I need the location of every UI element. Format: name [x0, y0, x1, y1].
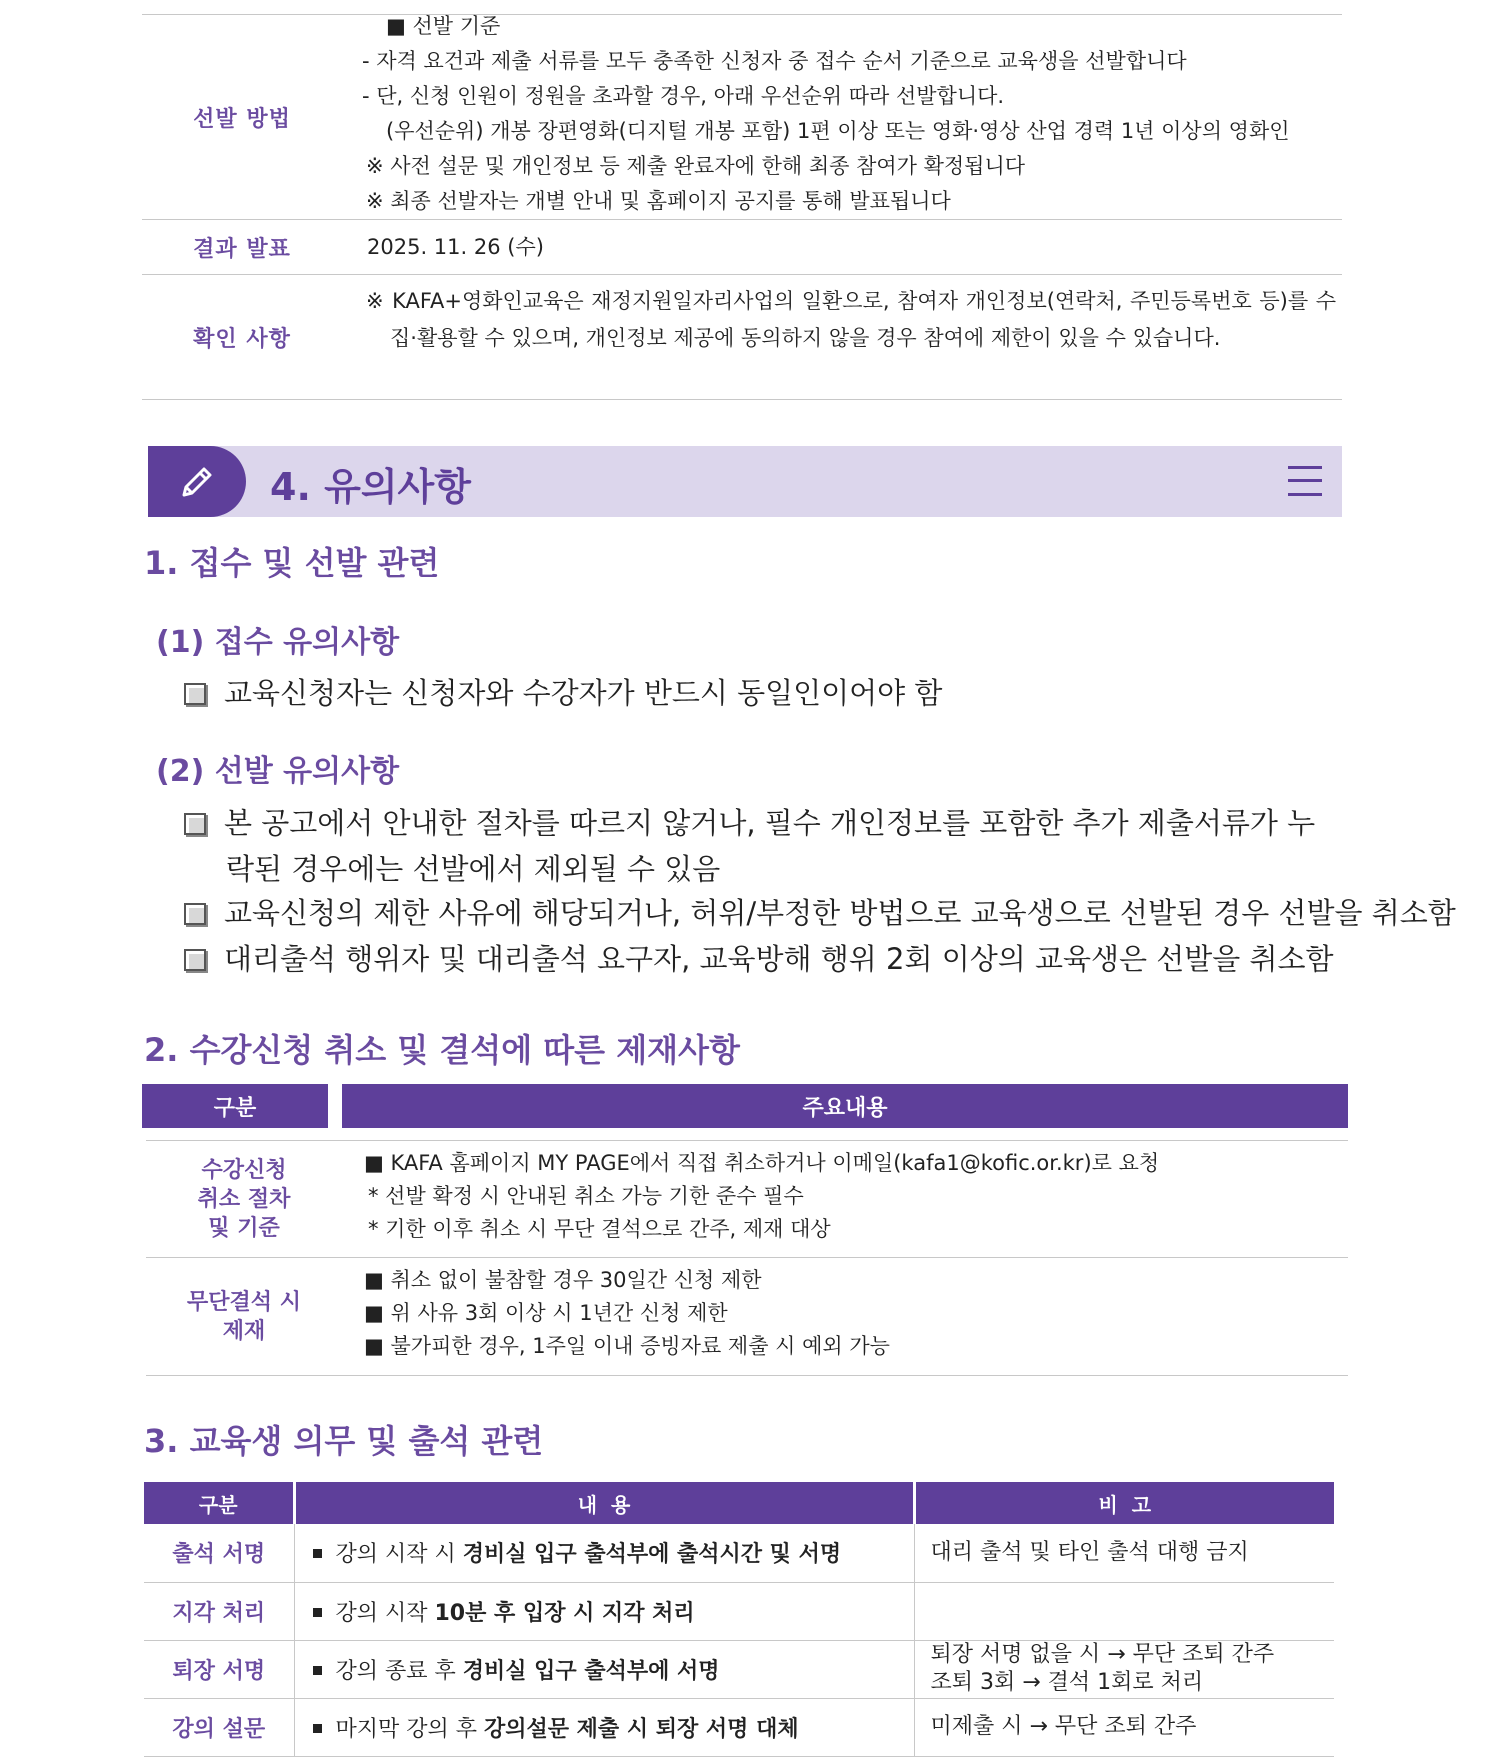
- row-remark: 대리 출석 및 타인 출석 대행 금지: [914, 1524, 1334, 1582]
- row-label: 출석 서명: [144, 1524, 294, 1582]
- list-item: 대리출석 행위자 및 대리출석 요구자, 교육방해 행위 2회 이상의 교육생은 선발을 취소함: [184, 936, 1334, 982]
- row-content: 강의 시작 10분 후 입장 시 지각 처리: [294, 1582, 914, 1640]
- column-header: 구분: [144, 1482, 294, 1524]
- subsection-title: 1. 접수 및 선발 관련: [144, 544, 440, 582]
- sub-heading: (2) 선발 유의사항: [156, 754, 400, 789]
- row-content: ■ 취소 없이 불참할 경우 30일간 신청 제한 ■ 위 사유 3회 이상 시 1년간 신청 제한 ■ 불가피한 경우, 1주일 이내 증빙자료 제출 시 예외 가능: [364, 1268, 890, 1358]
- result-announcement-row: [142, 220, 1342, 275]
- attendance-table: [144, 1482, 1334, 1757]
- pencil-icon: [148, 446, 246, 517]
- row-content: [342, 9, 1342, 219]
- cancellation-table: [142, 1084, 1348, 1376]
- content-line: ■ 선발 기준: [386, 14, 501, 38]
- selection-info-table: [142, 14, 1342, 400]
- row-remark: [914, 1582, 1334, 1640]
- selection-method-row: [142, 15, 1342, 220]
- row-remark: 미제출 시 → 무단 조퇴 간주: [914, 1698, 1334, 1756]
- content-line: (우선순위) 개봉 장편영화(디지털 개봉 포함) 1편 이상 또는 영화·영상 산업 경력 1년 이상의 영화인: [386, 119, 1290, 143]
- content-line: ※ 사전 설문 및 개인정보 등 제출 완료자에 한해 최종 참여가 확정됩니다: [366, 154, 1026, 178]
- subsection-title: 2. 수강신청 취소 및 결석에 따른 제재사항: [144, 1031, 740, 1069]
- checkbox-icon: [184, 949, 206, 971]
- row-label: 선발 방법: [193, 106, 291, 132]
- list-item: 교육신청자는 신청자와 수강자가 반드시 동일인이어야 함: [184, 670, 942, 716]
- table-row: [146, 1140, 1348, 1258]
- checkbox-icon: [184, 683, 206, 705]
- sub-heading: (1) 접수 유의사항: [156, 625, 400, 660]
- menu-icon[interactable]: [1288, 464, 1322, 498]
- row-label: 퇴장 서명: [144, 1640, 294, 1698]
- confirmation-row: [142, 275, 1342, 400]
- row-content: 강의 종료 후 경비실 입구 출석부에 서명: [294, 1640, 914, 1698]
- column-header: 비 고: [914, 1482, 1334, 1524]
- content-line: - 단, 신청 인원이 정원을 초과할 경우, 아래 우선순위 따라 선발합니다.: [362, 84, 1005, 108]
- confirmation-text: ※ KAFA+영화인교육은 재정지원일자리사업의 일환으로, 참여자 개인정보(연락처, 주민등록번호 등)를 수집·활용할 수 있으며, 개인정보 제공에 동의하지 않을 경우 참여에 제한이 있을 수 있습니다.: [366, 289, 1336, 350]
- table-row: [146, 1258, 1348, 1376]
- column-header: 주요내용: [342, 1084, 1348, 1128]
- row-content: 강의 시작 시 경비실 입구 출석부에 출석시간 및 서명: [294, 1524, 914, 1582]
- content-line: - 자격 요건과 제출 서류를 모두 충족한 신청자 중 접수 순서 기준으로 교육생을 선발합니다: [362, 49, 1187, 73]
- list-item: 본 공고에서 안내한 절차를 따르지 않거나, 필수 개인정보를 포함한 추가 제출서류가 누 락된 경우에는 선발에서 제외될 수 있음: [184, 800, 1315, 892]
- row-content: [342, 275, 1342, 399]
- content-line: ※ 최종 선발자는 개별 안내 및 홈페이지 공지를 통해 발표됩니다: [366, 189, 951, 213]
- column-header: 내 용: [294, 1482, 914, 1524]
- row-label: 강의 설문: [144, 1698, 294, 1756]
- table-row: [144, 1640, 1334, 1698]
- row-label: 확인 사항: [193, 326, 291, 352]
- row-label: 수강신청 취소 절차 및 기준: [197, 1157, 291, 1241]
- row-label: 결과 발표: [193, 236, 291, 262]
- section-banner: [148, 446, 1342, 517]
- table-row: [144, 1698, 1334, 1756]
- row-remark: 퇴장 서명 없을 시 → 무단 조퇴 간주 조퇴 3회 → 결석 1회로 처리: [914, 1640, 1334, 1698]
- row-content: 마지막 강의 후 강의설문 제출 시 퇴장 서명 대체: [294, 1698, 914, 1756]
- table-row: [144, 1524, 1334, 1582]
- column-header: 구분: [142, 1084, 328, 1128]
- section-title: 4. 유의사항: [270, 465, 471, 509]
- row-label: 지각 처리: [144, 1582, 294, 1640]
- list-item: 교육신청의 제한 사유에 해당되거나, 허위/부정한 방법으로 교육생으로 선발된 경우 선발을 취소함: [184, 890, 1456, 936]
- row-content: 2025. 11. 26 (수): [367, 234, 544, 259]
- checkbox-icon: [184, 813, 206, 835]
- table-row: [144, 1582, 1334, 1640]
- checkbox-icon: [184, 903, 206, 925]
- row-content: ■ KAFA 홈페이지 MY PAGE에서 직접 취소하거나 이메일(kafa1@kofic.or.kr)로 요청 * 선발 확정 시 안내된 취소 가능 기한 준수 필수 * 기한 이후 취소 시 무단 결석으로 간주, 제재 대상: [364, 1151, 1160, 1241]
- subsection-title: 3. 교육생 의무 및 출석 관련: [144, 1422, 544, 1460]
- table-header: [142, 1084, 1348, 1128]
- table-header: [144, 1482, 1334, 1524]
- row-label: 무단결석 시 제재: [187, 1289, 301, 1344]
